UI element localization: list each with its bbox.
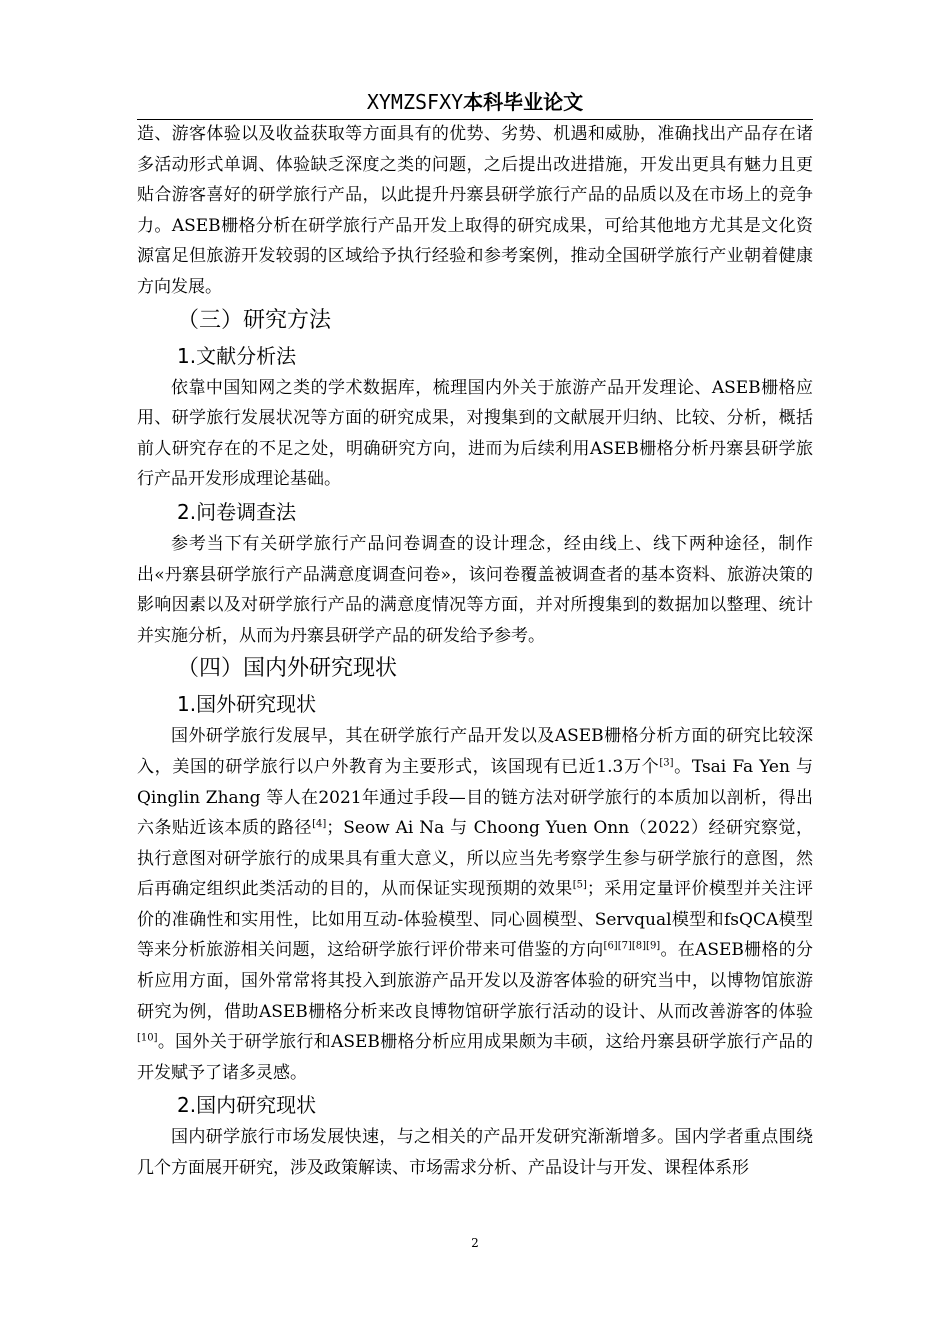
header-latin: XYMZSFXY: [366, 90, 464, 114]
subsection-heading-survey: 2.问卷调查法: [177, 499, 297, 524]
text-run: 。Tsai Fa Yen 与 Qinglin Zhang 等人在2021年通过手段—目的链方法对研学旅行的本质加以剖析，得出六条贴近该本质的路径: [137, 756, 813, 839]
citation-ref: [4]: [312, 818, 327, 830]
page-number: 2: [471, 1236, 479, 1250]
citation-ref: [3]: [659, 757, 674, 769]
text-run: 。在ASEB栅格的分析应用方面，国外常常将其投入到旅游产品开发以及游客体验的研究当中，以博物馆旅游研究为例，借助ASEB栅格分析来改良博物馆研学旅行活动的设计、从而改善游客的体验: [137, 940, 813, 1022]
document-body: [137, 119, 813, 1184]
paragraph: 造、游客体验以及收益获取等方面具有的优势、劣势、机遇和威胁，准确找出产品存在诸多活动形式单调、体验缺乏深度之类的问题，之后提出改进措施，开发出更具有魅力且更贴合游客喜好的研学旅行产品，以此提升丹寨县研学旅行产品的品质以及在市场上的竞争力。ASEB栅格分析在研学旅行产品开发上取得的研究成果，可给其他地方尤其是文化资源富足但旅游开发较弱的区域给予执行经验和参考案例，推动全国研学旅行产业朝着健康方向发展。: [137, 124, 813, 297]
section-heading-methods: （三）研究方法: [177, 307, 332, 333]
text-run: ；Seow Ai Na 与 Choong Yuen Onn（2022）经研究察觉，执行意图对研学旅行的成果具有重大意义，所以应当先考察学生参与研学旅行的意图，然后再确定组织此类活动的目的，从而保证实现预期的效果: [137, 818, 814, 900]
subsection-heading-literature: 1.文献分析法: [177, 343, 297, 368]
running-header: [137, 88, 813, 117]
paragraph-foreign-status: [137, 721, 813, 1088]
text-run: 。国外关于研学旅行和ASEB栅格分析应用成果颇为丰硕，这给丹寨县研学旅行产品的开发赋予了诸多灵感。: [137, 1032, 813, 1083]
header-title: 本科毕业论文: [463, 90, 584, 114]
paragraph: 参考当下有关研学旅行产品问卷调查的设计理念，经由线上、线下两种途径，制作出«丹寨县研学旅行产品满意度调查问卷»，该问卷覆盖被调查者的基本资料、旅游决策的影响因素以及对研学旅行产品的满意度情况等方面，并对所搜集到的数据加以整理、统计并实施分析，从而为丹寨县研学产品的研发给予参考。: [137, 533, 813, 646]
paragraph: 国内研学旅行市场发展快速，与之相关的产品开发研究渐渐增多。国内学者重点围绕几个方面展开研究，涉及政策解读、市场需求分析、产品设计与开发、课程体系形: [137, 1127, 813, 1179]
section-heading-status: （四）国内外研究现状: [177, 656, 398, 682]
subsection-heading-foreign: 1.国外研究现状: [177, 692, 317, 717]
text-run: ；采用定量评价模型并关注评价的准确性和实用性，比如用互动-体验模型、同心圆模型、Servqual模型和fsQCA模型等来分析旅游相关问题，这给研学旅行评价带来可借鉴的方向: [137, 879, 814, 961]
subsection-heading-domestic: 2.国内研究现状: [177, 1093, 317, 1118]
paragraph: 依靠中国知网之类的学术数据库，梳理国内外关于旅游产品开发理论、ASEB栅格应用、研学旅行发展状况等方面的研究成果，对搜集到的文献展开归纳、比较、分析，概括前人研究存在的不足之处，明确研究方向，进而为后续利用ASEB栅格分析丹寨县研学旅行产品开发形成理论基础。: [137, 377, 813, 490]
citation-ref: [5]: [572, 879, 587, 891]
citation-ref: [10]: [137, 1032, 158, 1044]
citation-ref: [6][7][8][9]: [603, 940, 661, 952]
text-run: 国外研学旅行发展早，其在研学旅行产品开发以及ASEB栅格分析方面的研究比较深入，美国的研学旅行以户外教育为主要形式，该国现有已近1.3万个: [137, 726, 813, 777]
